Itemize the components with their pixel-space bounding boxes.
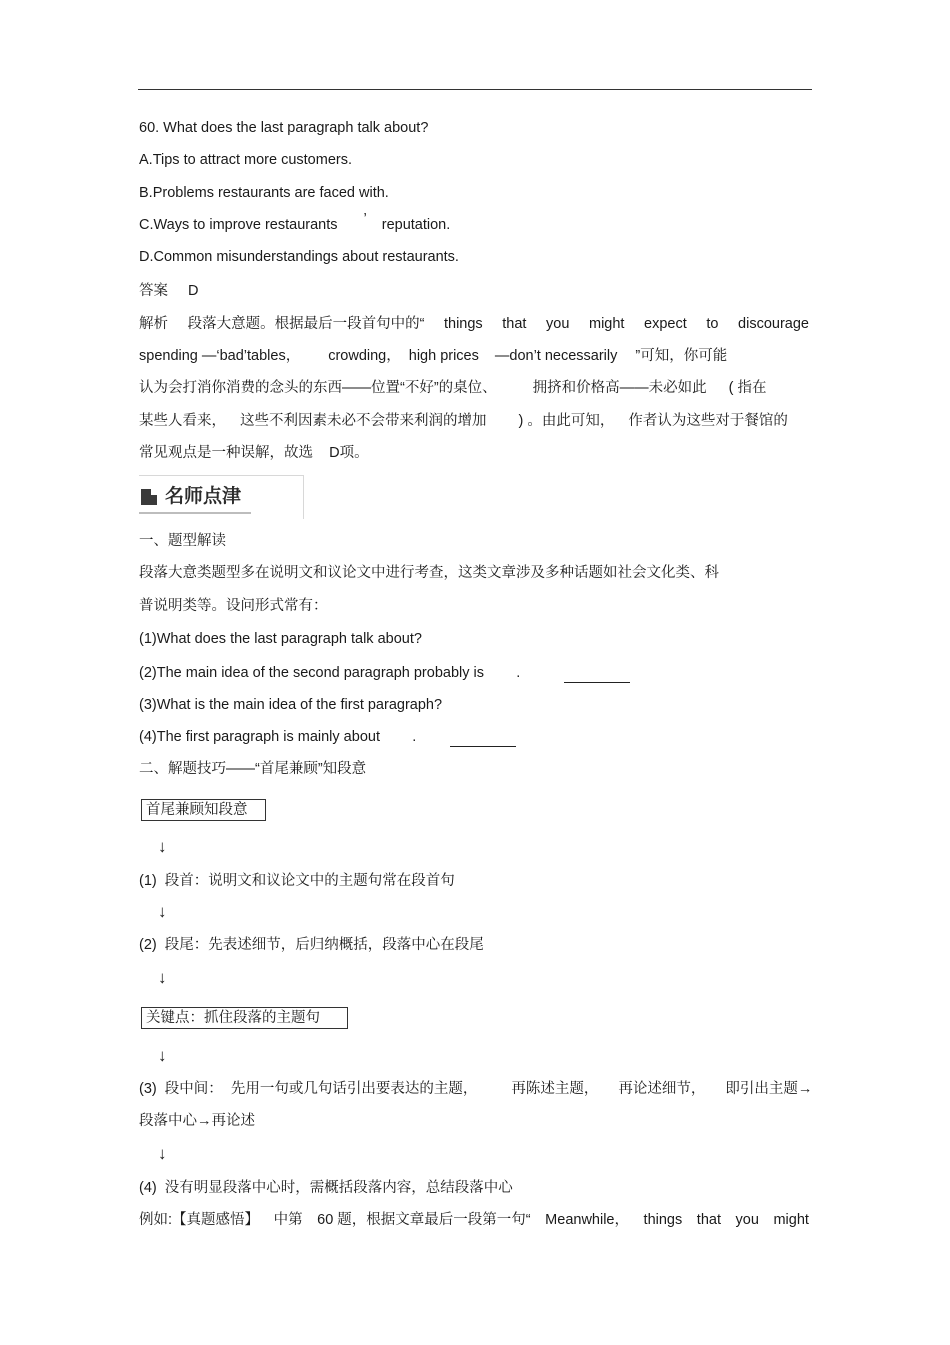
analysis-text: 某些人看来，	[139, 413, 226, 429]
analysis-line-1	[139, 314, 809, 334]
analysis-text: ) 。由此可知，	[518, 413, 615, 429]
option-c	[139, 211, 451, 235]
analysis-word: discourage	[738, 316, 809, 332]
example-text: 中第	[273, 1212, 303, 1228]
analysis-text: 这些不利因素未必不会带来利润的增加	[240, 413, 487, 429]
analysis-line-4	[139, 411, 788, 431]
analysis-text: crowding，	[328, 348, 401, 364]
option-d: D.Common misunderstandings about restaurants.	[139, 249, 459, 265]
analysis-label: 解析	[139, 316, 168, 332]
analysis-text: high prices	[408, 348, 479, 364]
teacher-tips-banner	[139, 475, 304, 519]
down-arrow-icon: ↓	[158, 837, 167, 856]
question-form-4	[139, 727, 516, 747]
flow-step-3	[139, 1079, 812, 1099]
flow-step-3-continued: 段落中心→再论述	[139, 1113, 255, 1129]
analysis-word: to	[706, 316, 719, 332]
flow-step-3-text: 再陈述主题，	[511, 1081, 599, 1097]
question-form-3: (3)What is the main idea of the first paragraph?	[139, 697, 443, 713]
analysis-text: 作者认为这些对于餐馆的	[628, 413, 788, 429]
analysis-text: ( 指在	[728, 380, 767, 396]
example-word: you	[735, 1212, 759, 1228]
option-b: B.Problems restaurants are faced with.	[139, 185, 389, 201]
down-arrow-icon: ↓	[158, 968, 167, 987]
flow-box-key-point: 关键点：抓住段落的主题句	[141, 1007, 348, 1029]
section1-intro-1: 段落大意类题型多在说明文和议论文中进行考查，这类文章涉及多种话题如社会文化类、科	[139, 565, 719, 581]
flow-step-3-text: 即引出主题→	[725, 1081, 813, 1097]
flow-step-1: (1) 段首：说明文和议论文中的主题句常在段首句	[139, 873, 455, 889]
flow-step-2: (2) 段尾：先表述细节，后归纳概括，段落中心在段尾	[139, 937, 484, 953]
analysis-line-3	[139, 378, 767, 398]
section1-intro-2: 普说明类等。设问形式常有：	[139, 598, 328, 614]
analysis-text: 段落大意题。根据最后一段首句中的“	[187, 316, 425, 332]
example-word: Meanwhile，	[545, 1212, 629, 1228]
answer-value: D	[188, 283, 199, 299]
question-stem: 60. What does the last paragraph talk about?	[139, 120, 429, 136]
example-word: that	[696, 1212, 721, 1228]
answer-blank	[564, 668, 630, 683]
example-text: 例如:【真题感悟】	[139, 1212, 260, 1228]
analysis-word: things	[443, 316, 483, 332]
question-form-2	[139, 663, 630, 683]
analysis-text: spending —‘bad’tables，	[139, 348, 301, 364]
question-form-1: (1)What does the last paragraph talk about?	[139, 631, 422, 647]
example-text: 60 题，根据文章最后一段第一句“	[317, 1212, 531, 1228]
down-arrow-icon: ↓	[158, 1046, 167, 1065]
answer-blank	[450, 732, 516, 747]
flow-step-3-text: (3) 段中间： 先用一句或几句话引出要表达的主题，	[139, 1081, 478, 1097]
section1-heading: 一、题型解读	[139, 533, 226, 549]
header-rule	[138, 89, 812, 90]
analysis-text: —don’t necessarily	[494, 348, 618, 364]
analysis-word: that	[502, 316, 527, 332]
answer-label: 答案	[139, 283, 168, 299]
analysis-text: ”可知，你可能	[635, 348, 728, 364]
down-arrow-icon: ↓	[158, 902, 167, 921]
question-form-2-text: (2)The main idea of the second paragraph probably is .	[139, 665, 521, 681]
down-arrow-icon: ↓	[158, 1144, 167, 1163]
analysis-word: expect	[644, 316, 687, 332]
option-a: A.Tips to attract more customers.	[139, 152, 352, 168]
option-c-tail: reputation.	[381, 217, 451, 233]
analysis-line-5: 常见观点是一种误解，故选 D项。	[139, 445, 369, 461]
analysis-word: might	[589, 316, 625, 332]
example-line	[139, 1210, 809, 1230]
banner-square-icon	[141, 489, 157, 505]
banner-title: 名师点津	[165, 486, 242, 507]
option-c-text: C.Ways to improve restaurants	[139, 217, 338, 233]
analysis-text: 拥挤和价格高——未必如此	[532, 380, 707, 396]
analysis-line-2	[139, 346, 727, 366]
analysis-text: 认为会打消你消费的念头的东西——位置“不好”的桌位、	[139, 380, 497, 396]
flow-step-4: (4) 没有明显段落中心时，需概括段落内容，总结段落中心	[139, 1180, 513, 1196]
example-word: things	[643, 1212, 683, 1228]
question-form-4-text: (4)The first paragraph is mainly about .	[139, 729, 417, 745]
answer-line	[139, 281, 198, 301]
flow-step-3-text: 再论述细节，	[618, 1081, 706, 1097]
example-word: might	[773, 1212, 809, 1228]
analysis-word: you	[546, 316, 570, 332]
section2-heading: 二、解题技巧——“首尾兼顾”知段意	[139, 761, 367, 777]
banner-underline	[139, 512, 251, 514]
option-c-apostrophe: ’	[363, 211, 367, 227]
flow-box-head-tail: 首尾兼顾知段意	[141, 799, 266, 821]
